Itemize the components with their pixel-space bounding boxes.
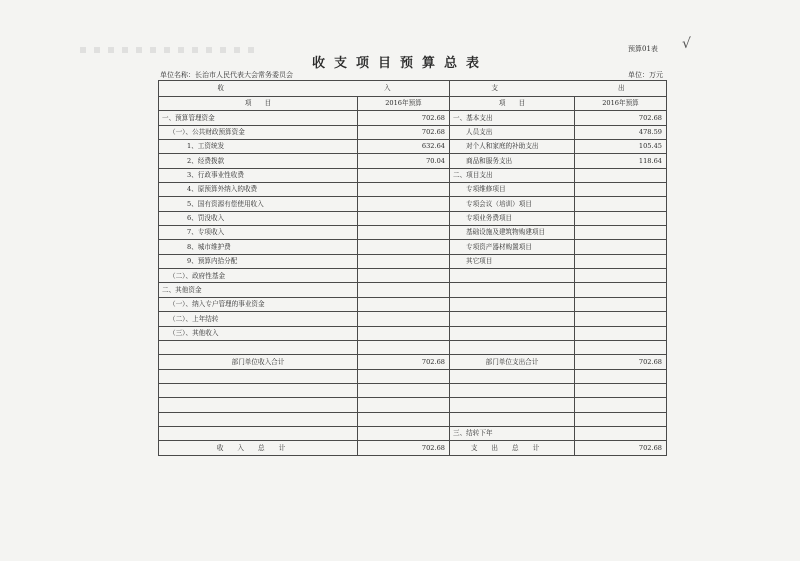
- expense-value-cell: 702.68: [575, 355, 667, 369]
- table-row: [159, 312, 667, 326]
- income-item-cell: [159, 412, 358, 426]
- expense-value-cell: [575, 240, 667, 254]
- income-item-cell: 收入总计: [159, 441, 358, 455]
- expense-value-cell: [575, 398, 667, 412]
- form-number: 预算01表: [628, 45, 658, 53]
- income-value-cell: 702.68: [358, 355, 450, 369]
- income-value-cell: [358, 426, 450, 440]
- expense-value-cell: [575, 283, 667, 297]
- expense-value-cell: 702.68: [575, 111, 667, 125]
- table-row: [159, 168, 667, 182]
- income-item-cell: 5、国有资源有偿使用收入: [159, 197, 358, 211]
- income-value-cell: 702.68: [358, 441, 450, 455]
- page-title: 收支项目预算总表: [311, 56, 488, 71]
- income-item-cell: （二）、政府性基金: [159, 269, 358, 283]
- expense-item-cell: [450, 326, 575, 340]
- income-item-cell: （二）、上年结转: [159, 312, 358, 326]
- income-item-cell: （三）、其他收入: [159, 326, 358, 340]
- table-row: [159, 426, 667, 440]
- table-row: [159, 240, 667, 254]
- expense-value-cell: [575, 340, 667, 354]
- table-row: [159, 254, 667, 268]
- income-value-cell: [358, 326, 450, 340]
- table-row: [159, 412, 667, 426]
- table-row: [159, 398, 667, 412]
- expense-item-cell: 商品和服务支出: [450, 154, 575, 168]
- income-item-cell: 3、行政事业性收费: [159, 168, 358, 182]
- expense-value-cell: [575, 426, 667, 440]
- income-item-cell: [159, 369, 358, 383]
- income-item-cell: 6、罚没收入: [159, 211, 358, 225]
- income-item-cell: [159, 340, 358, 354]
- income-item-cell: [159, 398, 358, 412]
- table-row: [159, 355, 667, 369]
- expense-item-cell: [450, 369, 575, 383]
- income-item-cell: 8、城市维护费: [159, 240, 358, 254]
- income-value-cell: [358, 412, 450, 426]
- income-item-cell: 4、原预算外纳入的收费: [159, 183, 358, 197]
- expense-value-cell: 702.68: [575, 441, 667, 455]
- income-value-cell: 702.68: [358, 125, 450, 139]
- unit-name: 单位名称：长治市人民代表大会常务委员会: [160, 71, 293, 79]
- expense-value-cell: [575, 269, 667, 283]
- expense-value-cell: [575, 312, 667, 326]
- expense-item-cell: [450, 383, 575, 397]
- expense-item-cell: [450, 269, 575, 283]
- expense-item-cell: 其它项目: [450, 254, 575, 268]
- income-value-cell: [358, 197, 450, 211]
- expense-header: 支 出: [450, 81, 667, 97]
- income-item-cell: [159, 383, 358, 397]
- table-row: [159, 111, 667, 125]
- table-row: [159, 297, 667, 311]
- income-value-cell: [358, 254, 450, 268]
- income-item-cell: （一）、纳入专户管理的事业资金: [159, 297, 358, 311]
- table-row: [159, 283, 667, 297]
- table-row: [159, 183, 667, 197]
- table-row: [159, 125, 667, 139]
- expense-item-cell: [450, 297, 575, 311]
- income-item-cell: 二、其他资金: [159, 283, 358, 297]
- expense-item-col-header: 项 目: [450, 97, 575, 111]
- table-row: [159, 269, 667, 283]
- income-value-cell: [358, 168, 450, 182]
- expense-item-cell: 专项维修项目: [450, 183, 575, 197]
- income-value-cell: [358, 398, 450, 412]
- income-value-cell: [358, 297, 450, 311]
- expense-value-cell: [575, 369, 667, 383]
- expense-item-cell: 对个人和家庭的补助支出: [450, 140, 575, 154]
- expense-item-cell: 三、结转下年: [450, 426, 575, 440]
- income-item-col-header: 项 目: [159, 97, 358, 111]
- table-row: [159, 226, 667, 240]
- income-item-cell: 1、工资统发: [159, 140, 358, 154]
- expense-value-cell: 105.45: [575, 140, 667, 154]
- expense-item-cell: [450, 412, 575, 426]
- income-value-cell: [358, 183, 450, 197]
- expense-value-cell: [575, 183, 667, 197]
- expense-item-cell: 部门单位支出合计: [450, 355, 575, 369]
- expense-item-cell: 人员支出: [450, 125, 575, 139]
- table-header-row: [159, 81, 667, 97]
- expense-value-cell: [575, 297, 667, 311]
- expense-value-cell: [575, 211, 667, 225]
- expense-value-cell: [575, 326, 667, 340]
- expense-value-cell: [575, 412, 667, 426]
- income-item-cell: 部门单位收入合计: [159, 355, 358, 369]
- income-item-cell: 9、预算内拾分配: [159, 254, 358, 268]
- table-row: [159, 441, 667, 455]
- income-value-cell: [358, 312, 450, 326]
- income-value-cell: [358, 340, 450, 354]
- check-mark: √: [682, 36, 691, 52]
- expense-year-col-header: 2016年预算: [575, 97, 667, 111]
- expense-item-cell: [450, 340, 575, 354]
- table-row: [159, 211, 667, 225]
- income-value-cell: [358, 240, 450, 254]
- income-item-cell: [159, 426, 358, 440]
- expense-item-cell: 支出总计: [450, 441, 575, 455]
- income-year-col-header: 2016年预算: [358, 97, 450, 111]
- expense-item-cell: 专项业务费项目: [450, 211, 575, 225]
- table-row: [159, 326, 667, 340]
- expense-value-cell: [575, 383, 667, 397]
- expense-item-cell: [450, 398, 575, 412]
- expense-item-cell: 专项资产器材购置项目: [450, 240, 575, 254]
- income-value-cell: [358, 269, 450, 283]
- income-item-cell: 2、经费拨款: [159, 154, 358, 168]
- expense-value-cell: 478.59: [575, 125, 667, 139]
- expense-item-cell: 二、项目支出: [450, 168, 575, 182]
- expense-item-cell: [450, 283, 575, 297]
- expense-value-cell: [575, 226, 667, 240]
- table-row: [159, 340, 667, 354]
- income-value-cell: [358, 211, 450, 225]
- income-header: 收 入: [159, 81, 450, 97]
- expense-item-cell: 基础设施及建筑物购建项目: [450, 226, 575, 240]
- income-value-cell: 702.68: [358, 111, 450, 125]
- expense-item-cell: [450, 312, 575, 326]
- income-value-cell: [358, 369, 450, 383]
- currency-unit: 单位：万元: [628, 71, 663, 79]
- income-value-cell: [358, 226, 450, 240]
- income-item-cell: 一、预算管理资金: [159, 111, 358, 125]
- table-row: [159, 140, 667, 154]
- income-item-cell: （一）、公共财政预算资金: [159, 125, 358, 139]
- expense-value-cell: 118.64: [575, 154, 667, 168]
- column-header-row: [159, 97, 667, 111]
- expense-item-cell: 一、基本支出: [450, 111, 575, 125]
- expense-item-cell: 专项会议（培训）项目: [450, 197, 575, 211]
- income-value-cell: 632.64: [358, 140, 450, 154]
- table-row: [159, 383, 667, 397]
- budget-summary-table: [158, 80, 667, 456]
- expense-value-cell: [575, 168, 667, 182]
- table-row: [159, 154, 667, 168]
- table-row: [159, 369, 667, 383]
- income-value-cell: [358, 383, 450, 397]
- income-value-cell: 70.04: [358, 154, 450, 168]
- expense-value-cell: [575, 197, 667, 211]
- expense-value-cell: [575, 254, 667, 268]
- income-item-cell: 7、专项收入: [159, 226, 358, 240]
- income-value-cell: [358, 283, 450, 297]
- table-row: [159, 197, 667, 211]
